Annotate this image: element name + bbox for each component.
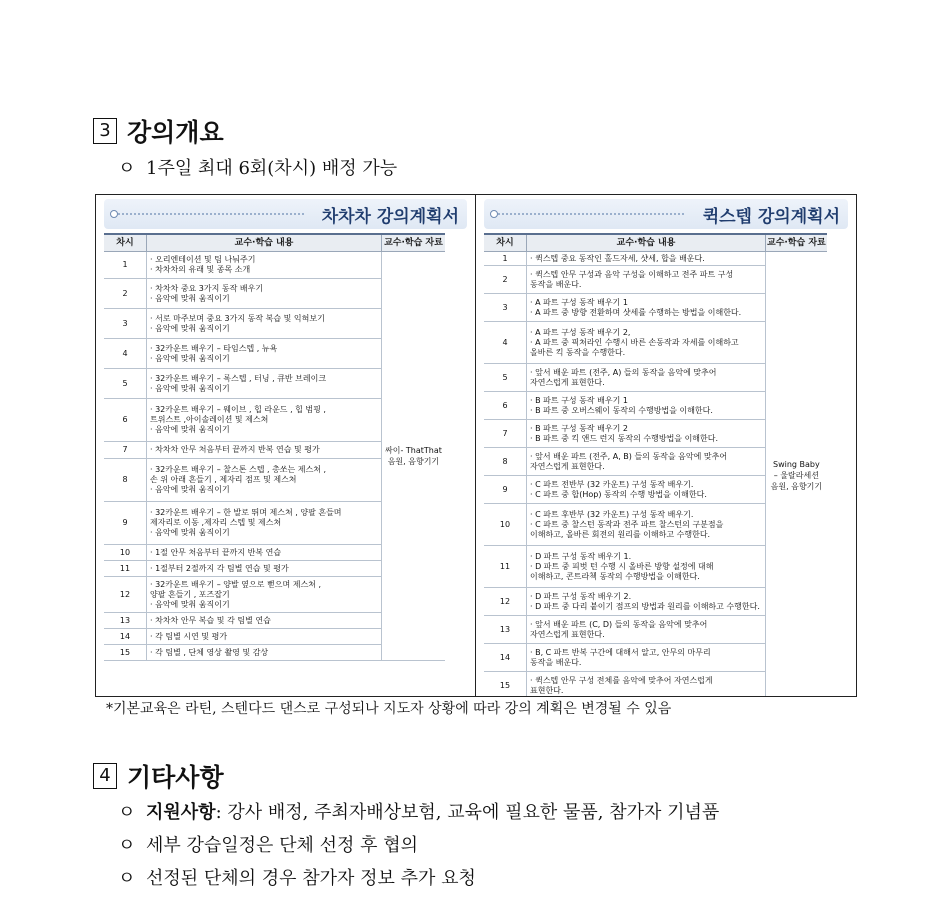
quickstep-panel [476, 195, 856, 696]
content-line: · B 파트 구성 동작 배우기 1 [530, 395, 628, 405]
session-content [147, 442, 382, 459]
dotted-line-icon [114, 213, 304, 219]
chachacha-table [104, 233, 445, 661]
session-content [147, 339, 382, 369]
content-line: 동작을 배운다. [530, 657, 582, 667]
session-number: 1 [104, 252, 147, 279]
content-line: · 차차차 중요 3가지 동작 배우기 [150, 283, 264, 293]
footnote: *기본교육은 라틴, 스텐다드 댄스로 구성되나 지도자 상황에 따라 강의 계획은 변경될 수 있음 [106, 701, 672, 717]
session-number: 14 [104, 629, 147, 645]
content-line: · 차차차 안무 처음부터 끝까지 반복 연습 및 평가 [150, 445, 320, 454]
session-content [527, 546, 766, 588]
quickstep-banner [484, 199, 848, 229]
content-line: · 앞서 배운 파트 (C, D) 들의 동작을 음악에 맞추어 [530, 619, 708, 629]
content-line: · 차차차의 유래 및 종목 소개 [150, 265, 251, 274]
session-number: 13 [104, 613, 147, 629]
session-number: 15 [104, 645, 147, 661]
material-line: 음원, 음향기기 [770, 482, 823, 491]
content-line: · B, C 파트 반복 구간에 대해서 알고, 안무의 마무리 [530, 647, 711, 657]
column-header: 교수·학습 자료 [766, 234, 827, 252]
session-number: 7 [104, 442, 147, 459]
session-number: 8 [104, 459, 147, 502]
content-line: · A 파트 구성 동작 배우기 2, [530, 327, 631, 337]
content-line: · 음악에 맞춰 움직이기 [150, 425, 230, 434]
teaching-material [382, 252, 445, 661]
content-line: · C 파트 후반부 (32 카운트) 구성 동작 배우기. [530, 509, 694, 519]
session-number: 5 [104, 369, 147, 399]
content-line: 트위스트 ,아이솔레이션 및 제스쳐 [150, 415, 269, 424]
content-line: 손 위 아래 흔들기 , 제자리 점프 및 제스쳐 [150, 475, 297, 484]
section-4-item-1: ㅇ 지원사항: 강사 배정, 주최자배상보험, 교육에 필요한 물품, 참가자 기념품 [118, 798, 719, 824]
session-content [527, 588, 766, 616]
session-content [527, 420, 766, 448]
content-line: · 음악에 맞춰 움직이기 [150, 485, 230, 494]
content-line: · 퀵스텝 중요 동작인 홀드자세, 샷세, 합을 배운다. [530, 253, 705, 263]
content-line: · 32카운트 배우기 – 웨이브 , 힙 라운드 , 힙 범핑 , [150, 405, 326, 414]
session-content [147, 629, 382, 645]
quickstep-table [484, 233, 827, 696]
content-line: · 차차차 안무 복습 및 각 팀별 연습 [150, 615, 271, 625]
session-number: 12 [104, 577, 147, 613]
section-4-title: 기타사항 [127, 763, 224, 792]
column-header: 교수·학습 내용 [527, 234, 766, 252]
session-content [527, 392, 766, 420]
session-content [527, 476, 766, 504]
content-line: · A 파트 구성 동작 배우기 1 [530, 297, 628, 307]
content-line: · 32카운트 배우기 – 타임스텝 , 뉴욕 [150, 343, 278, 353]
dotted-line-icon [494, 213, 684, 219]
section-4-heading [93, 758, 224, 794]
session-number: 4 [104, 339, 147, 369]
session-number: 2 [104, 279, 147, 309]
material-line: – 울랄라세션 [773, 471, 819, 480]
session-number: 3 [104, 309, 147, 339]
session-content [527, 266, 766, 294]
session-content [147, 252, 382, 279]
section-3-number: 3 [93, 118, 117, 144]
session-content [147, 577, 382, 613]
content-line: · 1절부터 2절까지 각 팀별 연습 및 평가 [150, 563, 289, 573]
session-content [527, 294, 766, 322]
session-content [147, 645, 382, 661]
session-number: 8 [484, 448, 527, 476]
table-row [484, 252, 827, 266]
content-line: 동작을 배운다. [530, 279, 582, 289]
teaching-material [766, 252, 827, 697]
session-content [527, 364, 766, 392]
content-line: 자연스럽게 표현한다. [530, 461, 605, 471]
content-line: · C 파트 전반부 (32 카운트) 구성 동작 배우기. [530, 479, 694, 489]
material-line: 싸이- ThatThat [385, 446, 442, 455]
content-line: · D 파트 구성 동작 배우기 1. [530, 551, 632, 561]
column-header: 교수·학습 내용 [147, 234, 382, 252]
bullet-icon: ㅇ [118, 835, 136, 856]
content-line: · 1절 안무 처음부터 끝까지 반복 연습 [150, 547, 282, 557]
session-content [147, 545, 382, 561]
material-line: Swing Baby [772, 460, 820, 469]
chachacha-title: 차차차 강의계획서 [321, 207, 459, 227]
content-line: · B 파트 중 오버스웨이 동작의 수행방법을 이해한다. [530, 405, 713, 415]
content-line: 양팔 흔들기 , 포즈잡기 [150, 589, 230, 599]
content-line: · 음악에 맞춰 움직이기 [150, 599, 230, 609]
content-line: · 퀵스텝 안무 구성과 음악 구성을 이해하고 전주 파트 구성 [530, 269, 734, 279]
content-line: · 음악에 맞춰 움직이기 [150, 383, 230, 393]
session-number: 11 [484, 546, 527, 588]
session-number: 10 [104, 545, 147, 561]
column-header: 차시 [104, 234, 147, 252]
content-line: · 음악에 맞춰 움직이기 [150, 293, 230, 303]
bullet-icon: ㅇ [118, 158, 136, 179]
session-content [527, 504, 766, 546]
content-line: · D 파트 구성 동작 배우기 2. [530, 591, 632, 601]
session-content [527, 252, 766, 266]
session-content [527, 672, 766, 697]
section-4-number: 4 [93, 763, 117, 789]
section-4-item-3: ㅇ 선정된 단체의 경우 참가자 정보 추가 요청 [118, 864, 476, 890]
section-4-item-2: ㅇ 세부 강습일정은 단체 선정 후 협의 [118, 831, 418, 857]
section-3-bullet: ㅇ 1주일 최대 6회(차시) 배정 가능 [118, 154, 397, 180]
session-number: 7 [484, 420, 527, 448]
session-content [147, 502, 382, 545]
content-line: · 32카운트 배우기 – 한 발로 뛰며 제스쳐 , 양팔 흔들며 [150, 508, 342, 517]
content-line: · D 파트 중 다리 붙이기 점프의 방법과 원리를 이해하고 수행한다. [530, 601, 760, 611]
session-content [527, 644, 766, 672]
content-line: · 음악에 맞춰 움직이기 [150, 353, 230, 363]
chachacha-panel [96, 195, 476, 696]
content-line: · 음악에 맞춰 움직이기 [150, 528, 230, 537]
content-line: 이해하고, 올바른 회전의 원리를 이해하고 수행한다. [530, 529, 711, 539]
session-content [147, 279, 382, 309]
content-line: · C 파트 중 합(Hop) 동작의 수행 방법을 이해한다. [530, 489, 707, 499]
content-line: · 32카운트 배우기 – 양발 옆으로 뻗으며 제스쳐 , [150, 579, 321, 589]
session-number: 5 [484, 364, 527, 392]
session-content [147, 309, 382, 339]
session-number: 9 [104, 502, 147, 545]
content-line: · 퀵스텝 안무 구성 전체를 음악에 맞추어 자연스럽게 [530, 675, 713, 685]
content-line: · 각 팀별 , 단체 영상 촬영 및 감상 [150, 647, 269, 657]
material-line: 음원, 음향기기 [387, 457, 440, 466]
session-content [527, 322, 766, 364]
content-line: 자연스럽게 표현한다. [530, 377, 605, 387]
content-line: · B 파트 구성 동작 배우기 2 [530, 423, 628, 433]
session-content [147, 459, 382, 502]
session-number: 13 [484, 616, 527, 644]
quickstep-title: 퀵스텝 강의계획서 [702, 207, 840, 227]
section-3-title: 강의개요 [127, 118, 224, 147]
lesson-plan-tables [95, 194, 857, 697]
content-line: · 앞서 배운 파트 (전주, A) 들의 동작을 음악에 맞추어 [530, 367, 717, 377]
session-content [527, 448, 766, 476]
bullet-icon: ㅇ [118, 802, 136, 823]
content-line: · D 파트 중 피벗 턴 수행 시 올바른 방향 설정에 대해 [530, 561, 714, 571]
content-line: · 32카운트 배우기 – 록스텝 , 터닝 , 큐반 브레이크 [150, 373, 327, 383]
chachacha-banner [104, 199, 467, 229]
content-line: 표현한다. [530, 685, 564, 695]
session-number: 11 [104, 561, 147, 577]
session-number: 6 [484, 392, 527, 420]
content-line: 이해하고, 콘트라첵 동작의 수행방법을 이해한다. [530, 571, 700, 581]
content-line: · C 파트 중 찰스턴 동작과 전주 파트 찰스턴의 구분점을 [530, 519, 724, 529]
content-line: · 오리엔테이션 및 팀 나눠주기 [150, 255, 256, 264]
content-line: · A 파트 중 픽쳐라인 수행시 바른 손동작과 자세를 이해하고 [530, 337, 739, 347]
session-number: 15 [484, 672, 527, 697]
session-number: 6 [104, 399, 147, 442]
content-line: · 각 팀별 시연 및 평가 [150, 631, 228, 641]
session-content [147, 561, 382, 577]
bullet-icon: ㅇ [118, 868, 136, 889]
session-number: 3 [484, 294, 527, 322]
column-header: 차시 [484, 234, 527, 252]
session-content [527, 616, 766, 644]
session-number: 2 [484, 266, 527, 294]
content-line: · A 파트 중 방향 전환하며 샷세를 수행하는 방법을 이해한다. [530, 307, 742, 317]
session-content [147, 399, 382, 442]
table-row [104, 252, 445, 279]
session-content [147, 613, 382, 629]
session-number: 12 [484, 588, 527, 616]
column-header: 교수·학습 자료 [382, 234, 445, 252]
session-number: 1 [484, 252, 527, 266]
content-line: 제자리로 이동 ,제자리 스텝 및 제스쳐 [150, 518, 282, 527]
session-number: 10 [484, 504, 527, 546]
content-line: · 음악에 맞춰 움직이기 [150, 323, 230, 333]
session-number: 9 [484, 476, 527, 504]
content-line: 올바른 킥 동작을 수행한다. [530, 347, 626, 357]
content-line: 자연스럽게 표현한다. [530, 629, 605, 639]
session-number: 14 [484, 644, 527, 672]
content-line: · B 파트 중 킥 앤드 런지 동작의 수행방법을 이해한다. [530, 433, 719, 443]
session-number: 4 [484, 322, 527, 364]
content-line: · 서로 마주보며 중요 3가지 동작 복습 및 익혀보기 [150, 313, 325, 323]
content-line: · 앞서 배운 파트 (전주, A, B) 들의 동작을 음악에 맞추어 [530, 451, 728, 461]
session-content [147, 369, 382, 399]
content-line: · 32카운트 배우기 – 찰스톤 스텝 , 총쏘는 제스쳐 , [150, 465, 327, 474]
section-3-heading [93, 113, 224, 149]
